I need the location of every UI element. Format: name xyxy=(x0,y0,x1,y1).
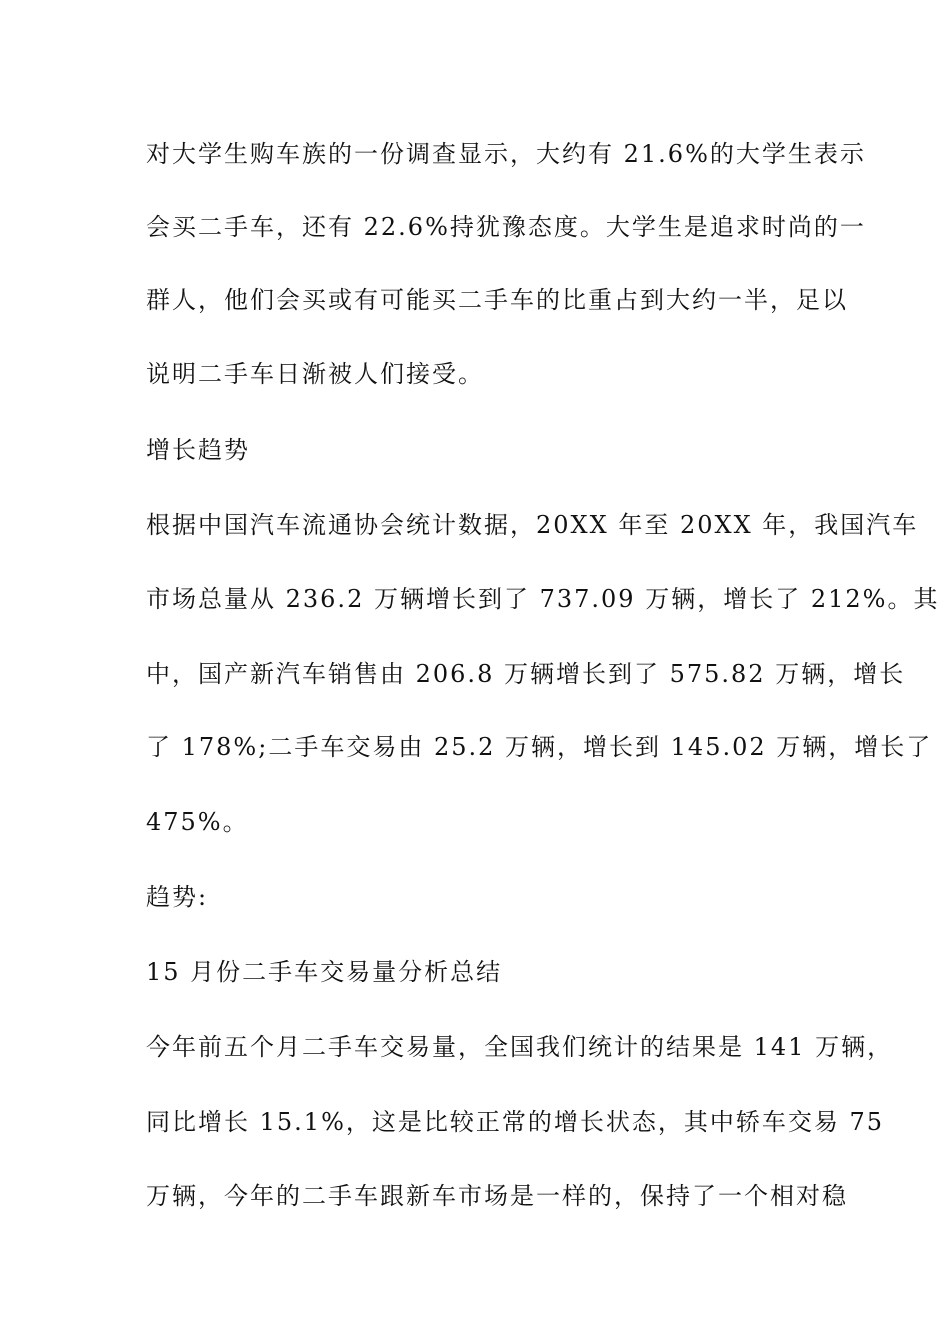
paragraph-line: 475%。 xyxy=(146,808,249,836)
paragraph-line: 同比增长 15.1%，这是比较正常的增长状态，其中轿车交易 75 xyxy=(146,1108,885,1136)
paragraph-line: 市场总量从 236.2 万辆增长到了 737.09 万辆，增长了 212%。其 xyxy=(146,585,940,613)
paragraph-line: 万辆，今年的二手车跟新车市场是一样的，保持了一个相对稳 xyxy=(146,1182,848,1210)
paragraph-line: 中，国产新汽车销售由 206.8 万辆增长到了 575.82 万辆，增长 xyxy=(146,660,906,688)
paragraph-line: 根据中国汽车流通协会统计数据，20XX 年至 20XX 年，我国汽车 xyxy=(146,511,919,539)
section-heading: 增长趋势 xyxy=(146,436,250,464)
paragraph-line: 群人，他们会买或有可能买二手车的比重占到大约一半，足以 xyxy=(146,286,848,314)
section-heading: 15 月份二手车交易量分析总结 xyxy=(146,958,503,986)
paragraph-line: 对大学生购车族的一份调查显示，大约有 21.6%的大学生表示 xyxy=(146,140,866,168)
section-heading: 趋势: xyxy=(146,883,209,911)
paragraph-line: 了 178%;二手车交易由 25.2 万辆，增长到 145.02 万辆，增长了 xyxy=(146,733,933,761)
paragraph-line: 今年前五个月二手车交易量，全国我们统计的结果是 141 万辆， xyxy=(146,1033,894,1061)
paragraph-line: 说明二手车日渐被人们接受。 xyxy=(146,360,484,388)
paragraph-line: 会买二手车，还有 22.6%持犹豫态度。大学生是追求时尚的一 xyxy=(146,213,866,241)
